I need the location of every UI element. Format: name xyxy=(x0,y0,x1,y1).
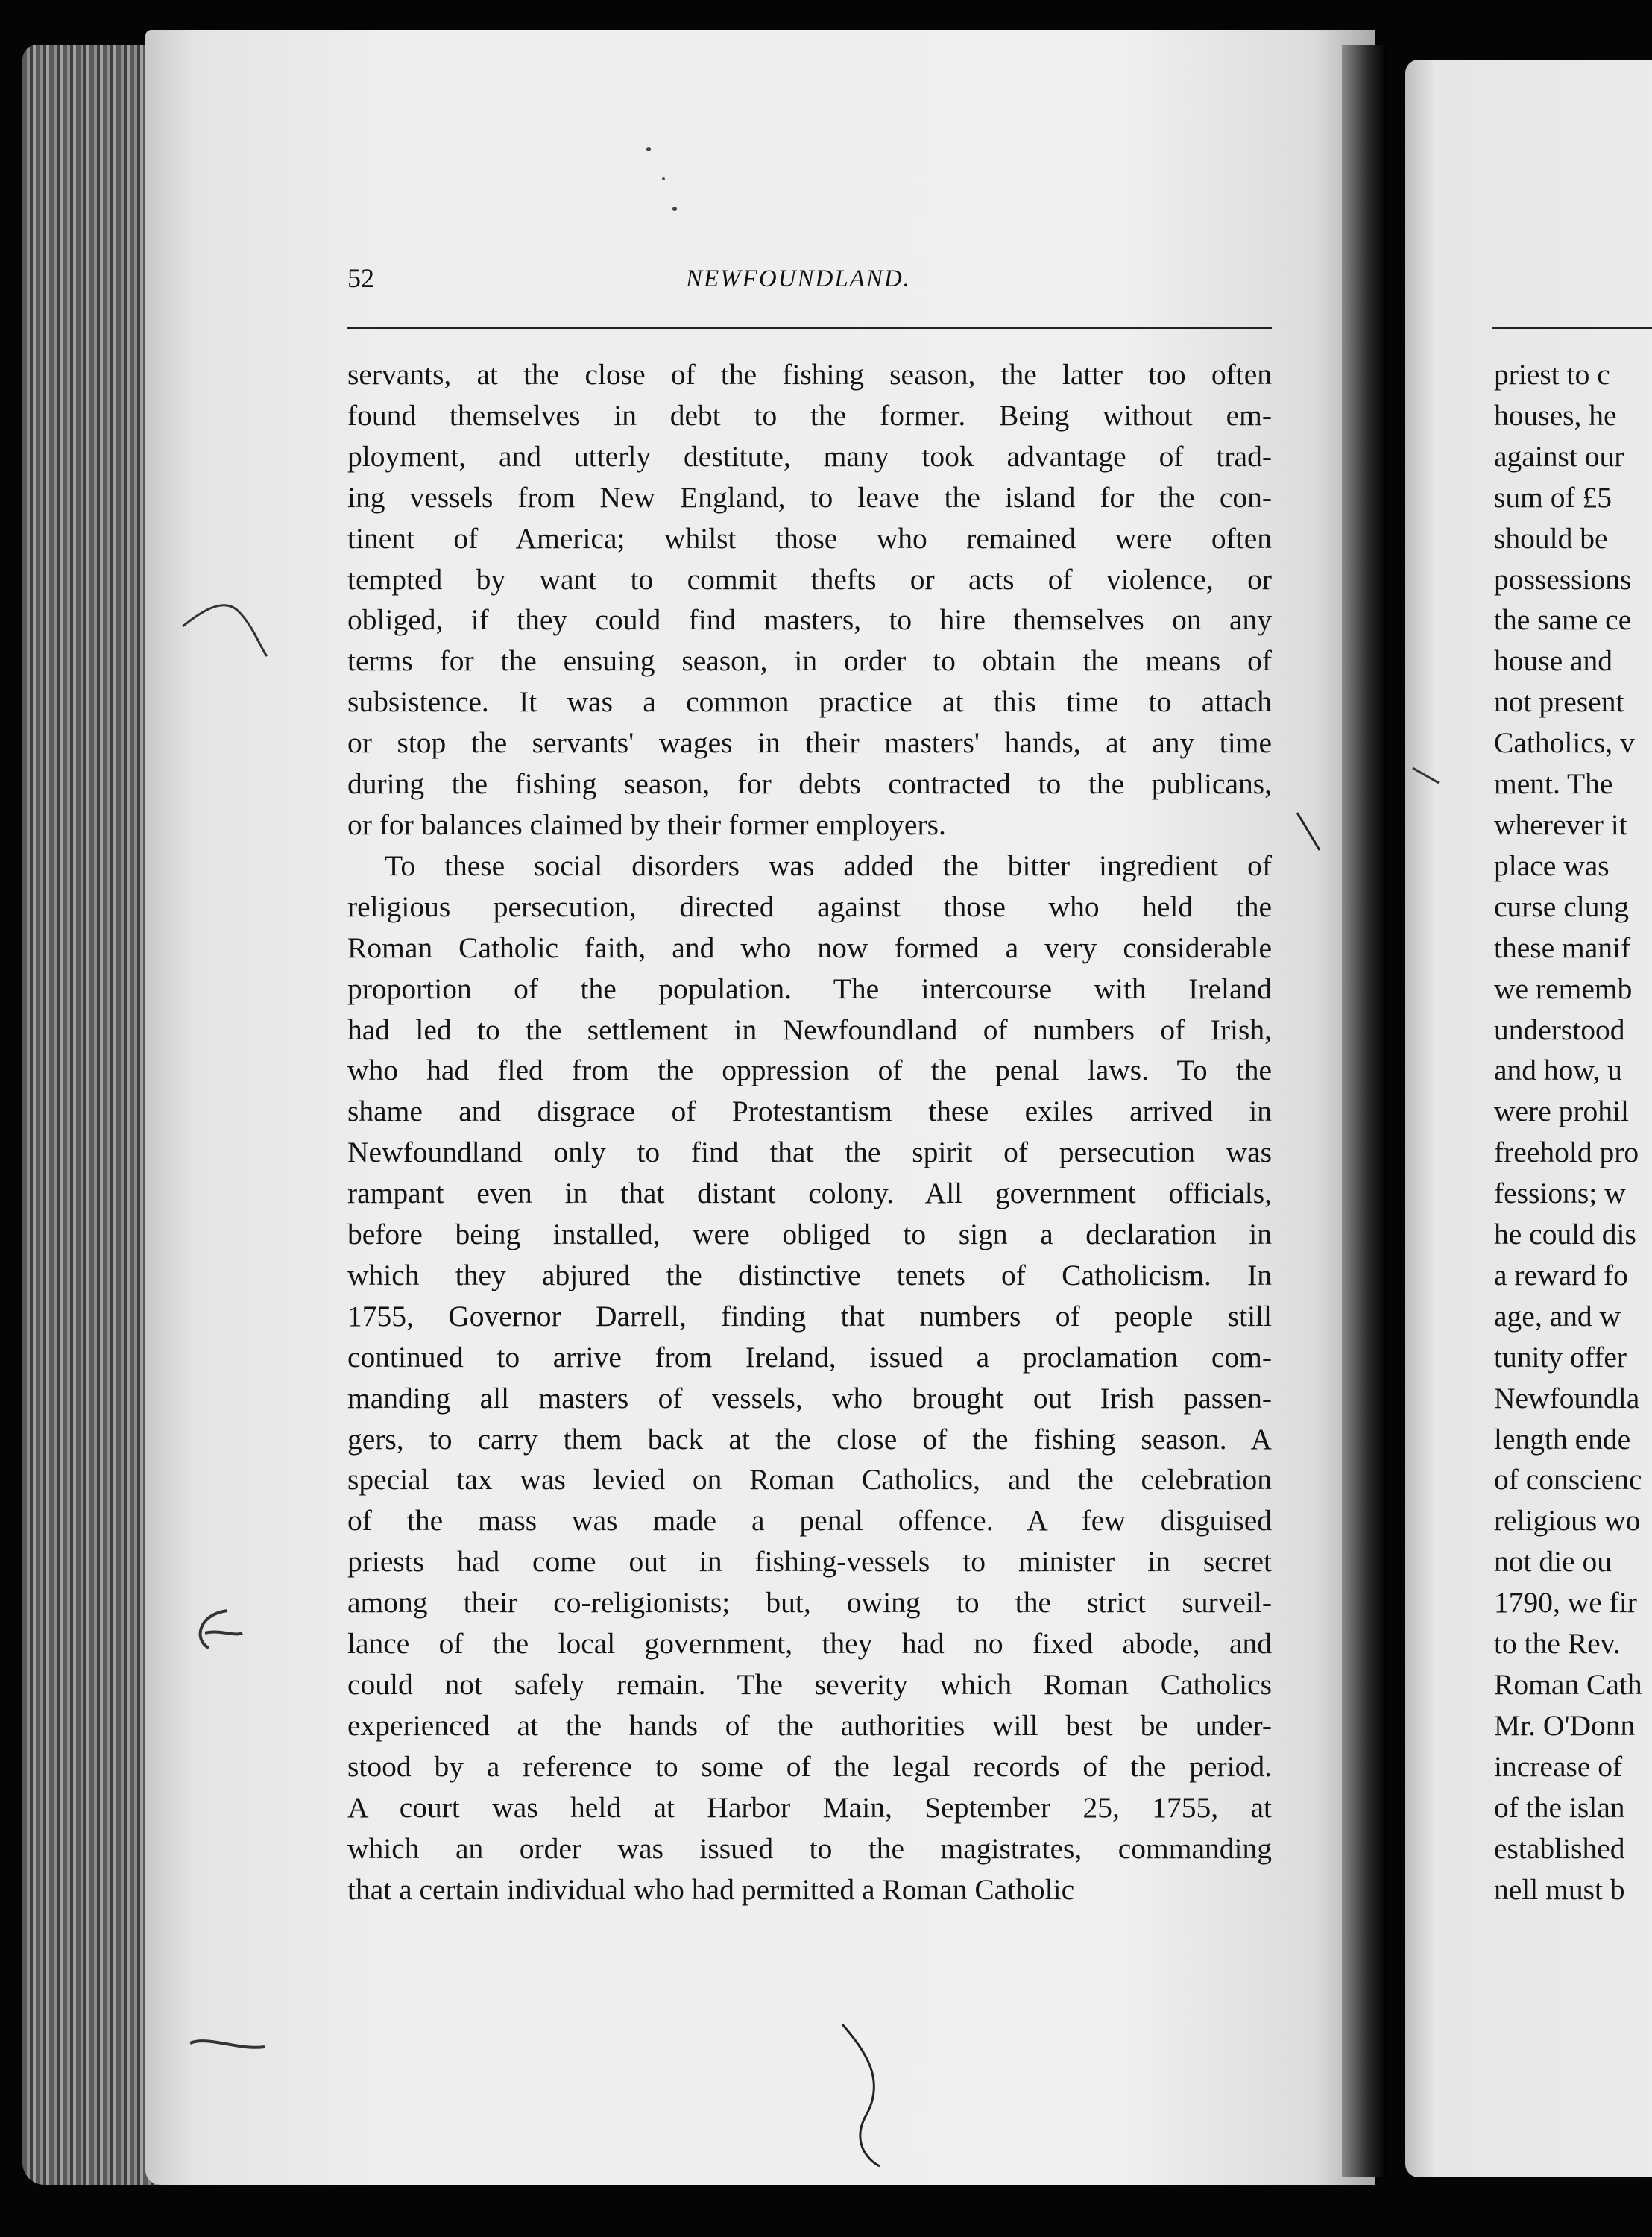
facing-text-line: tunity offer xyxy=(1494,1340,1627,1374)
running-title: NEWFOUNDLAND. xyxy=(686,265,911,292)
text-line: which they abjured the distinctive tenets of Catholicism. In xyxy=(347,1258,1272,1291)
text-line: continued to arrive from Ireland, issued a proclamation com- xyxy=(347,1340,1272,1374)
text-line: could not safely remain. The severity which Roman Catholics xyxy=(347,1668,1272,1701)
facing-text-line: fessions; w xyxy=(1494,1177,1626,1210)
facing-text-line: possessions xyxy=(1494,562,1632,596)
text-line: Newfoundland only to find that the spirit of persecution was xyxy=(347,1136,1272,1169)
text-line: priests had come out in fishing-vessels to minister in secret xyxy=(347,1545,1272,1579)
text-line: before being installed, were obliged to sign a declaration in xyxy=(347,1218,1272,1251)
text-line: had led to the settlement in Newfoundland of numbers of Irish, xyxy=(347,1013,1272,1046)
facing-text-line: 1790, we fir xyxy=(1494,1586,1637,1620)
text-line: Roman Catholic faith, and who now formed a very considerable xyxy=(347,931,1272,964)
text-line: that a certain individual who had permitted a Roman Catholic xyxy=(347,1872,1075,1906)
text-line: of the mass was made a penal offence. A few disguised xyxy=(347,1504,1272,1538)
text-line: 1755, Governor Darrell, finding that numbers of people still xyxy=(347,1299,1272,1333)
text-line: which an order was issued to the magistrates, commanding xyxy=(347,1831,1272,1865)
text-line: or for balances claimed by their former employers. xyxy=(347,808,946,841)
text-line: obliged, if they could find masters, to hire themselves on any xyxy=(347,603,1272,637)
facing-text-line: were prohil xyxy=(1494,1095,1629,1128)
text-line: proportion of the population. The intercourse with Ireland xyxy=(347,972,1272,1005)
paragraph xyxy=(347,846,1272,1910)
facing-text-line: ment. The xyxy=(1494,767,1613,801)
facing-text-line: not present xyxy=(1494,685,1624,719)
facing-text-line: religious wo xyxy=(1494,1504,1641,1538)
text-line: servants, at the close of the fishing season, the latter too often xyxy=(347,358,1272,391)
facing-text-line: the same ce xyxy=(1494,603,1632,637)
text-line: found themselves in debt to the former. Being without em- xyxy=(347,398,1272,432)
facing-text-line: Catholics, v xyxy=(1494,726,1635,760)
text-line: To these social disorders was added the bitter ingredient of xyxy=(385,849,1272,882)
text-line: lance of the local government, they had no fixed abode, and xyxy=(347,1627,1272,1661)
facing-text-line: established xyxy=(1494,1831,1625,1865)
facing-header-rule xyxy=(1492,327,1652,329)
facing-text-line: a reward fo xyxy=(1494,1258,1628,1291)
edge-smudge-mark xyxy=(186,2028,268,2058)
facing-text-line: wherever it xyxy=(1494,808,1627,841)
book-gutter xyxy=(1342,45,1387,2177)
facing-text-line: nell must b xyxy=(1494,1872,1625,1906)
facing-text-line: and how, u xyxy=(1494,1054,1622,1087)
facing-text-line: place was xyxy=(1494,849,1610,882)
text-line: stood by a reference to some of the legal records of the period. xyxy=(347,1749,1272,1783)
margin-slash-mark xyxy=(1293,809,1323,854)
facing-text-line: curse clung xyxy=(1494,890,1629,923)
facing-text-line: freehold pro xyxy=(1494,1136,1639,1169)
facing-text-line: not die ou xyxy=(1494,1545,1612,1579)
text-line: manding all masters of vessels, who brought out Irish passen- xyxy=(347,1381,1272,1415)
facing-text-line: should be xyxy=(1494,521,1608,555)
text-line: special tax was levied on Roman Catholics, and the celebration xyxy=(347,1463,1272,1497)
text-line: rampant even in that distant colony. All government officials, xyxy=(347,1177,1272,1210)
header-rule xyxy=(347,327,1272,329)
facing-text-line: priest to c xyxy=(1494,358,1610,391)
pencil-curve-mark xyxy=(835,2021,895,2170)
facing-text-line: house and xyxy=(1494,644,1613,678)
facing-page-text xyxy=(1494,354,1651,1910)
facing-text-line: he could dis xyxy=(1494,1218,1636,1251)
facing-text-line: houses, he xyxy=(1494,398,1617,432)
facing-text-line: to the Rev. xyxy=(1494,1627,1621,1661)
text-line: terms for the ensuing season, in order to obtain the means of xyxy=(347,644,1272,678)
margin-tick-mark xyxy=(1409,761,1446,790)
text-line: during the fishing season, for debts contracted to the publicans, xyxy=(347,767,1272,801)
facing-text-line: understood xyxy=(1494,1013,1625,1046)
paragraph xyxy=(347,354,1272,846)
text-line: tinent of America; whilst those who remained were often xyxy=(347,521,1272,555)
text-line: shame and disgrace of Protestantism these exiles arrived in xyxy=(347,1095,1272,1128)
text-line: subsistence. It was a common practice at this time to attach xyxy=(347,685,1272,719)
text-line: or stop the servants' wages in their masters' hands, at any time xyxy=(347,726,1272,760)
facing-text-line: sum of £5 xyxy=(1494,480,1612,514)
top-specks xyxy=(641,134,686,224)
text-line: ing vessels from New England, to leave the island for the con- xyxy=(347,480,1272,514)
text-line: ployment, and utterly destitute, many took advantage of trad- xyxy=(347,439,1272,473)
text-line: gers, to carry them back at the close of the fishing season. A xyxy=(347,1422,1272,1456)
facing-text-line: we rememb xyxy=(1494,972,1633,1005)
facing-text-line: Mr. O'Donn xyxy=(1494,1708,1636,1742)
facing-text-line: against our xyxy=(1494,439,1624,473)
text-line: who had fled from the oppression of the penal laws. To the xyxy=(347,1054,1272,1087)
main-text xyxy=(347,354,1272,1910)
text-line: tempted by want to commit thefts or acts of violence, or xyxy=(347,562,1272,596)
page-number: 52 xyxy=(347,263,374,293)
text-line: among their co-religionists; but, owing to the strict surveil- xyxy=(347,1586,1272,1620)
facing-text-line: length ende xyxy=(1494,1422,1631,1456)
text-line: A court was held at Harbor Main, September 25, 1755, at xyxy=(347,1790,1272,1824)
facing-text-line: increase of xyxy=(1494,1749,1623,1783)
text-line: experienced at the hands of the authorities will best be under- xyxy=(347,1708,1272,1742)
facing-text-line: of the islan xyxy=(1494,1790,1625,1824)
facing-text-line: these manif xyxy=(1494,931,1631,964)
text-line: religious persecution, directed against those who held the xyxy=(347,890,1272,923)
facing-text-line: age, and w xyxy=(1494,1299,1621,1333)
facing-text-line: Newfoundla xyxy=(1494,1381,1640,1415)
pencil-scribble-mark xyxy=(179,582,268,664)
pencil-bracket-mark xyxy=(183,1603,250,1670)
facing-text-line: of conscienc xyxy=(1494,1463,1642,1497)
facing-text-line: Roman Cath xyxy=(1494,1668,1642,1701)
